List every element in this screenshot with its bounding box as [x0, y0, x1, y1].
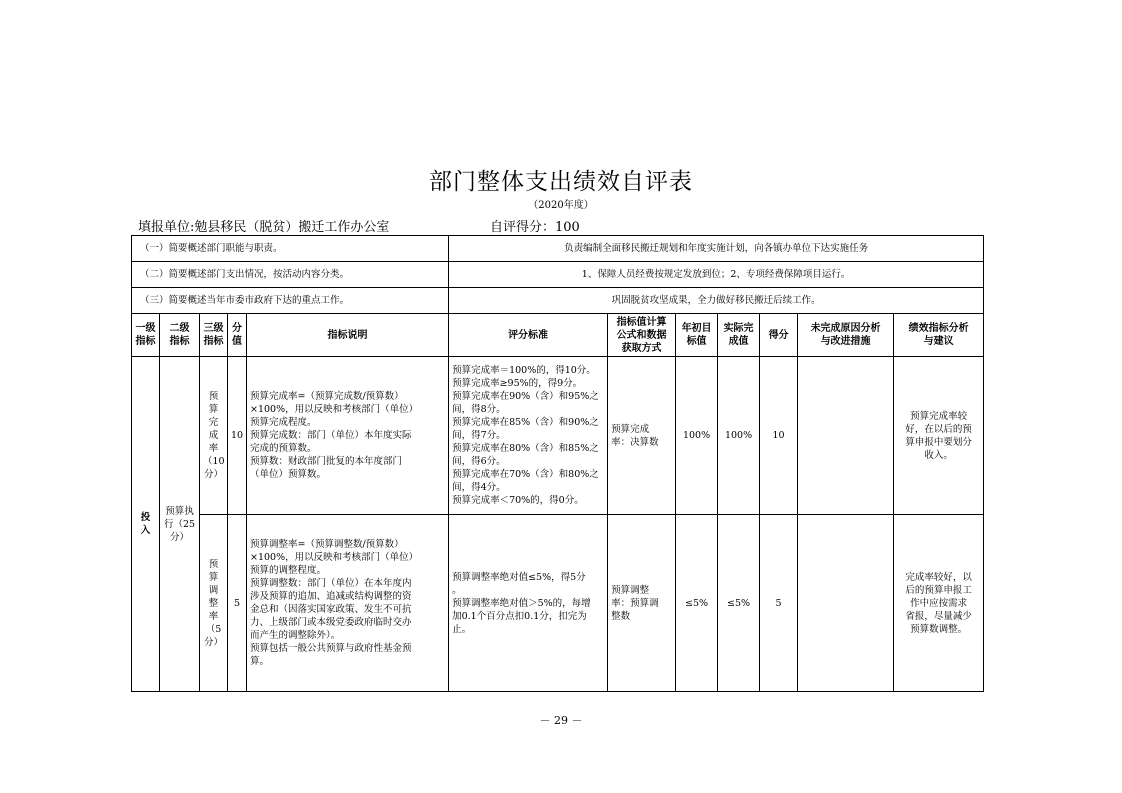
level3-cell: 预 算 完 成 率 （10 分）	[200, 357, 228, 515]
overview-value: 1、保障人员经费按规定发放到位；2、专项经费保障项目运行。	[449, 262, 984, 288]
actual-cell: 100%	[718, 357, 760, 515]
formula-cell: 预算完成 率：决算数	[608, 357, 676, 515]
header-criteria: 评分标准	[449, 314, 608, 357]
header-formula: 指标值计算 公式和数据 获取方式	[608, 314, 676, 357]
table-row	[132, 515, 984, 692]
page-title: 部门整体支出绩效自评表	[429, 169, 693, 195]
header-description: 指标说明	[247, 314, 449, 357]
overview-row	[132, 236, 984, 262]
target-cell: ≤5%	[676, 515, 718, 692]
overview-row	[132, 262, 984, 288]
overview-label: （一）简要概述部门职能与职责。	[132, 236, 449, 262]
evaluation-table	[131, 235, 984, 692]
header-reason: 未完成原因分析 与改进措施	[798, 314, 894, 357]
reason-cell	[798, 515, 894, 692]
criteria-cell: 预算调整率绝对值≤5%，得5分 。 预算调整率绝对值＞5%的，每增 加0.1个百分点扣0.1分，扣完为 止。	[449, 515, 608, 692]
overview-value: 负责编制全面移民搬迁规划和年度实施计划，向各镇办单位下达实施任务	[449, 236, 984, 262]
weight-cell: 10	[228, 357, 247, 515]
header-target: 年初目 标值	[676, 314, 718, 357]
criteria-cell: 预算完成率＝100%的，得10分。 预算完成率≥95%的，得9分。 预算完成率在90%（含）和95%之 间，得8分。 预算完成率在85%（含）和90%之 间，得7分。 预算完成率在80%（含）和85%之 间，得6分。 预算完成率在70%（含）和80%之 间，得4分。 预算完成率＜70%的，得0分。	[449, 357, 608, 515]
score-cell: 10	[760, 357, 798, 515]
analysis-cell: 预算完成率较 好，在以后的预 算申报中要划分 收入。	[894, 357, 984, 515]
description-cell: 预算完成率=（预算完成数/预算数） ×100%，用以反映和考核部门（单位） 预算完成程度。 预算完成数：部门（单位）本年度实际 完成的预算数。 预算数：财政部门批复的本年度部门 （单位）预算数。	[247, 357, 449, 515]
actual-cell: ≤5%	[718, 515, 760, 692]
page-number: － 29 －	[539, 714, 583, 727]
self-score: 自评得分：100	[490, 220, 580, 235]
weight-cell: 5	[228, 515, 247, 692]
header-level2: 二级 指标	[160, 314, 200, 357]
header-score: 得分	[760, 314, 798, 357]
header-weight: 分 值	[228, 314, 247, 357]
reporting-unit: 填报单位:勉县移民（脱贫）搬迁工作办公室	[138, 220, 390, 235]
formula-cell: 预算调整 率：预算调 整数	[608, 515, 676, 692]
overview-label: （三）简要概述当年市委市政府下达的重点工作。	[132, 288, 449, 314]
header-row	[132, 314, 984, 357]
table-row	[132, 357, 984, 515]
header-level3: 三级 指标	[200, 314, 228, 357]
analysis-cell: 完成率较好，以 后的预算申报工 作中应按需求 省报，尽量减少 预算数调整。	[894, 515, 984, 692]
level2-cell: 预算执 行（25 分）	[160, 357, 200, 692]
score-cell: 5	[760, 515, 798, 692]
target-cell: 100%	[676, 357, 718, 515]
level1-cell: 投 入	[132, 357, 160, 692]
overview-value: 巩固脱贫攻坚成果，全力做好移民搬迁后续工作。	[449, 288, 984, 314]
header-analysis: 绩效指标分析 与建议	[894, 314, 984, 357]
header-level1: 一级 指标	[132, 314, 160, 357]
description-cell: 预算调整率=（预算调整数/预算数） ×100%，用以反映和考核部门（单位） 预算的调整程度。 预算调整数：部门（单位）在本年度内 涉及预算的追加、追减或结构调整的资 金总和（因落实国家政策、发生不可抗 力、上级部门或本级党委政府临时交办 而产生的调整除外）。 预算包括一般公共预算与政府性基金预 算。	[247, 515, 449, 692]
overview-row	[132, 288, 984, 314]
overview-label: （二）简要概述部门支出情况，按活动内容分类。	[132, 262, 449, 288]
level3-cell: 预 算 调 整 率 （5 分）	[200, 515, 228, 692]
header-actual: 实际完 成值	[718, 314, 760, 357]
reason-cell	[798, 357, 894, 515]
year-subtitle: （2020年度）	[528, 200, 594, 211]
